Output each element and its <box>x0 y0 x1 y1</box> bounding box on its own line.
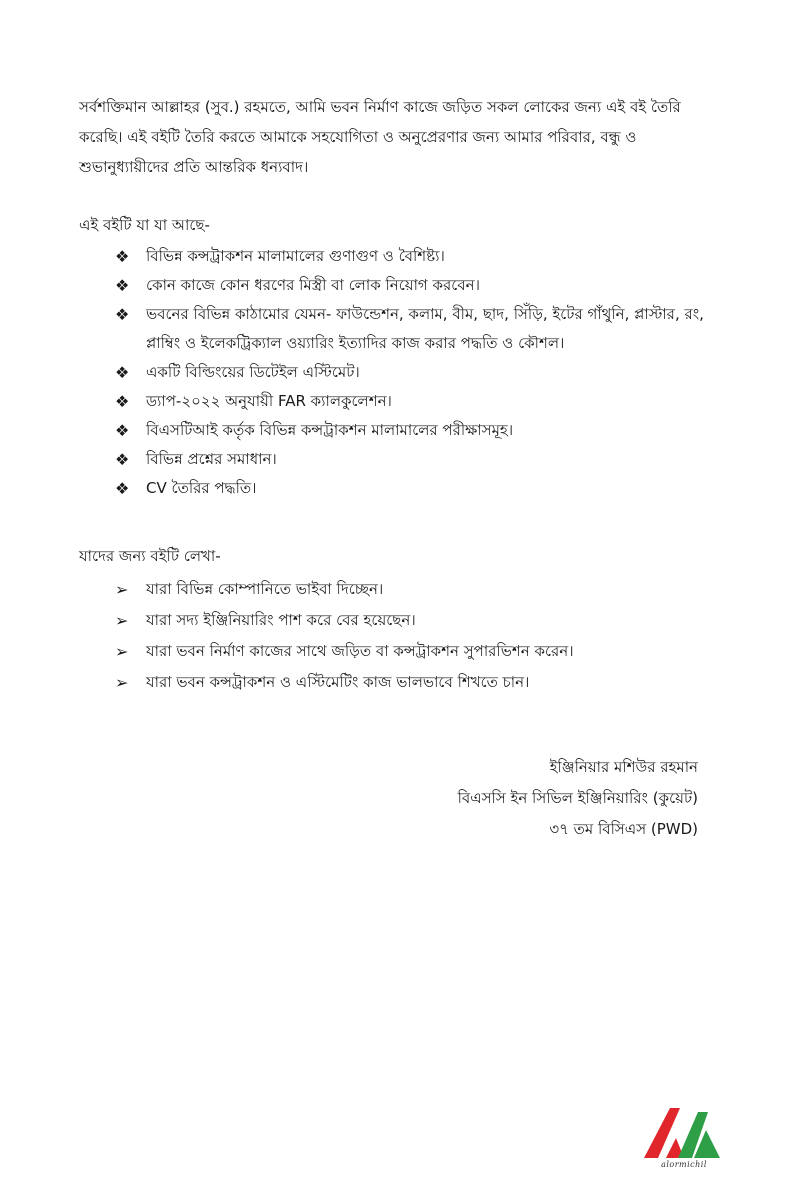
author-degree: বিএসসি ইন সিভিল ইঞ্জিনিয়ারিং (কুয়েট) <box>457 789 698 807</box>
list-item <box>115 358 715 387</box>
list-item-text: ড্যাপ-২০২২ অনুযায়ী FAR ক্যালকুলেশন। <box>146 392 392 410</box>
list-item <box>115 445 715 474</box>
author-signature <box>458 752 698 845</box>
list-item-text: ভবনের বিভিন্ন কাঠামোর যেমন- ফাউন্ডেশন, কলাম, বীম, ছাদ, সিঁড়ি, ইটের গাঁথুনি, প্লাস্টার, রং, প্লাম্বিং ও ইলেকট্রিক্যাল ওয়্যারিং ইত্যাদির কাজ করার পদ্ধতি ও কৌশল। <box>146 305 704 352</box>
diamond-bullet-icon: ❖ <box>115 392 130 411</box>
list-item-text: বিভিন্ন কন্সট্রাকশন মালামালের গুণাগুণ ও বৈশিষ্ট্য। <box>146 247 445 265</box>
list-item-text: কোন কাজে কোন ধরণের মিস্ত্রী বা লোক নিয়োগ করবেন। <box>146 276 480 294</box>
arrow-bullet-icon: ➢ <box>115 580 129 599</box>
arrow-bullet-icon: ➢ <box>115 673 129 692</box>
list-item-text: বিভিন্ন প্রশ্নের সমাধান। <box>146 450 277 468</box>
list-item-text: যারা বিভিন্ন কোম্পানিতে ভাইবা দিচ্ছেন। <box>146 580 384 598</box>
watermark-text: alormichil <box>661 1160 707 1169</box>
list-item <box>115 667 715 698</box>
list-item-text: CV তৈরির পদ্ধতি। <box>146 479 257 497</box>
diamond-bullet-icon: ❖ <box>115 363 130 382</box>
list-item-text: বিএসটিআই কর্তৃক বিভিন্ন কন্সট্রাকশন মালামালের পরীক্ষাসমূহ। <box>146 421 514 439</box>
diamond-bullet-icon: ❖ <box>115 276 130 295</box>
list-item <box>115 474 715 503</box>
contents-list <box>115 242 715 503</box>
diamond-bullet-icon: ❖ <box>115 450 130 469</box>
audience-list <box>115 574 715 698</box>
list-item <box>115 387 715 416</box>
diamond-bullet-icon: ❖ <box>115 479 130 498</box>
list-item-text: যারা সদ্য ইঞ্জিনিয়ারিং পাশ করে বের হয়েছেন। <box>146 611 416 629</box>
list-item <box>115 636 715 667</box>
diamond-bullet-icon: ❖ <box>115 247 130 266</box>
list-item <box>115 416 715 445</box>
author-service: ৩৭ তম বিসিএস (PWD) <box>549 820 698 838</box>
contents-heading: এই বইটি যা যা আছে- <box>79 216 210 234</box>
list-item <box>115 271 715 300</box>
list-item-text: যারা ভবন কন্সট্রাকশন ও এস্টিমেটিং কাজ ভালভাবে শিখতে চান। <box>146 673 530 691</box>
list-item <box>115 300 715 358</box>
list-item <box>115 574 715 605</box>
diamond-bullet-icon: ❖ <box>115 421 130 440</box>
audience-heading: যাদের জন্য বইটি লেখা- <box>79 547 221 565</box>
author-name: ইঞ্জিনিয়ার মশিউর রহমান <box>549 758 698 776</box>
arrow-bullet-icon: ➢ <box>115 611 129 630</box>
arrow-bullet-icon: ➢ <box>115 642 129 661</box>
diamond-bullet-icon: ❖ <box>115 305 130 324</box>
list-item-text: একটি বিল্ডিংয়ের ডিটেইল এস্টিমেট। <box>146 363 360 381</box>
intro-paragraph: সর্বশক্তিমান আল্লাহর (সুব.) রহমতে, আমি ভবন নির্মাণ কাজে জড়িত সকল লোকের জন্য এই বই তৈরি করেছি। এই বইটি তৈরি করতে আমাকে সহযোগিতা ও অনুপ্রেরণার জন্য আমার পরিবার, বন্ধু ও শুভানুধ্যায়ীদের প্রতি আন্তরিক ধন্যবাদ। <box>79 98 681 176</box>
list-item-text: যারা ভবন নির্মাণ কাজের সাথে জড়িত বা কন্সট্রাকশন সুপারভিশন করেন। <box>146 642 574 660</box>
list-item <box>115 605 715 636</box>
list-item <box>115 242 715 271</box>
